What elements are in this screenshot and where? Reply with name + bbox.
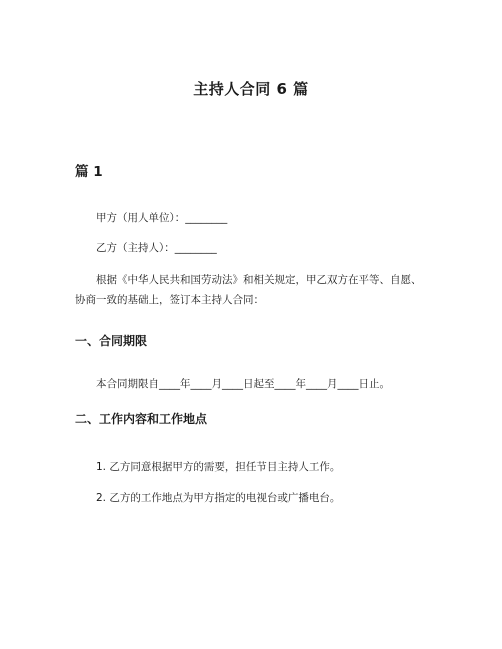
section-1-title: 一、合同期限: [75, 334, 148, 348]
section-1-text: 本合同期限自____年____月____日起至____年____月____日止。: [96, 378, 390, 390]
party-a-line: 甲方（用人单位）：________: [96, 212, 228, 224]
section-2-title: 二、工作内容和工作地点: [75, 412, 208, 426]
party-b-line: 乙方（主持人）：________: [96, 242, 217, 254]
section-2-item-2: 2. 乙方的工作地点为甲方指定的电视台或广播电台。: [96, 492, 341, 504]
chapter-heading: 篇 1: [75, 164, 103, 180]
document-title: 主持人合同 6 篇: [193, 80, 309, 98]
intro-paragraph: 根据《中华人民共和国劳动法》和相关规定，甲乙双方在平等、自愿、协商一致的基础上，签订本主持人合同：: [75, 274, 422, 306]
section-2-item-1: 1. 乙方同意根据甲方的需要，担任节目主持人工作。: [96, 461, 341, 473]
